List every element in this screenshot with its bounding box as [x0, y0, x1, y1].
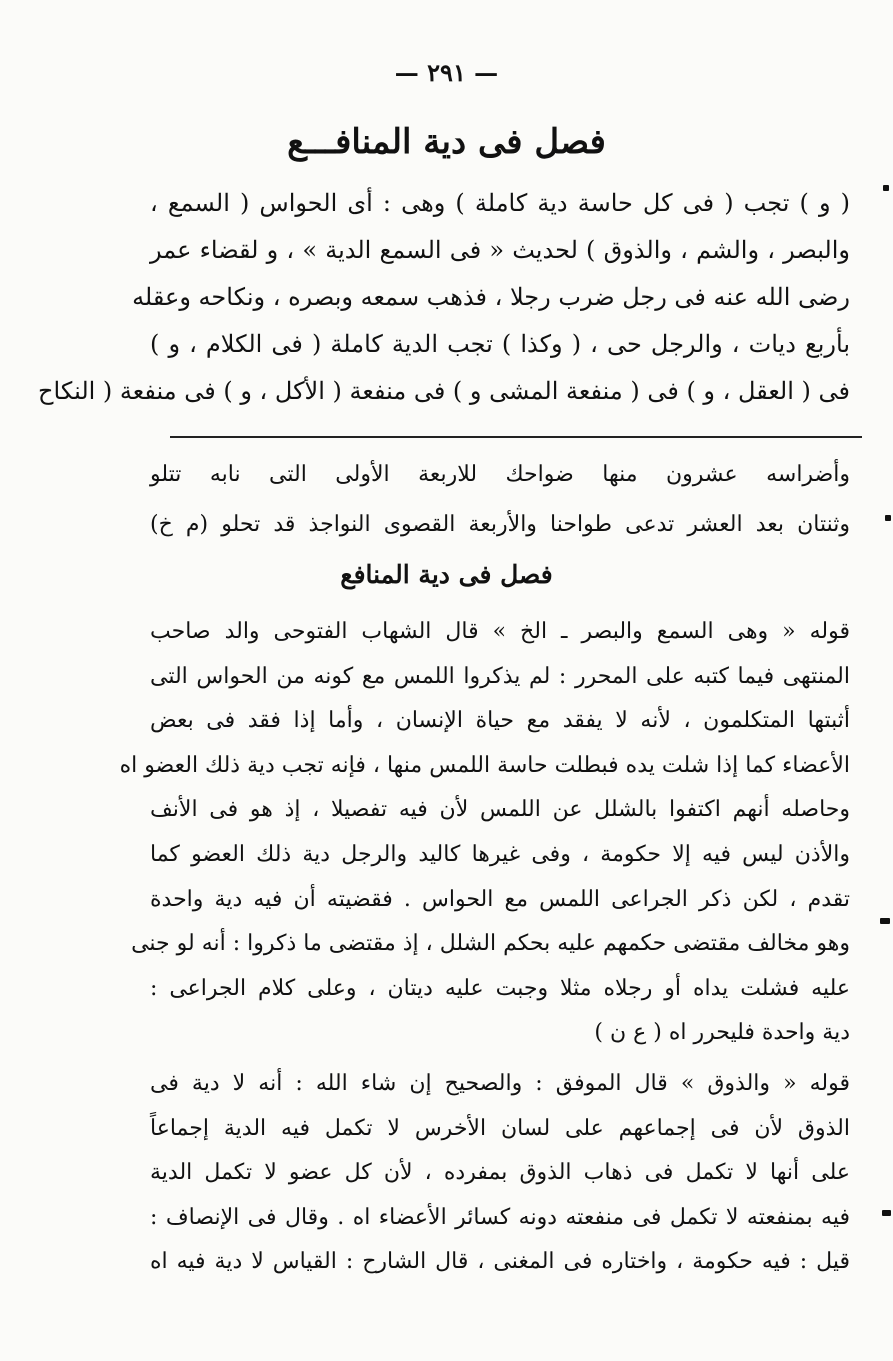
poem-line: وأضراسه عشرون منها ضواحك للاربعة الأولى التى نابه تتلو	[150, 462, 850, 487]
commentary-line: المنتهى فيما كتبه على المحرر : لم يذكروا اللمس مع كونه من الحواس التى	[150, 663, 850, 689]
commentary-line: عليه فشلت يداه أو رجلاه مثلا وجبت عليه ديتان ، وعلى كلام الجراعى :	[150, 975, 850, 1001]
margin-mark	[883, 185, 889, 191]
commentary-line: قوله « وهى السمع والبصر ـ الخ » قال الشهاب الفتوحى والد صاحب	[150, 619, 850, 644]
main-text-block	[38, 180, 850, 415]
poem-block	[150, 450, 850, 550]
commentary-line: قيل : فيه حكومة ، واختاره فى المغنى ، قال الشارح : القياس لا دية فيه اه	[150, 1249, 850, 1275]
main-text-line: ( و ) تجب ( فى كل حاسة دية كاملة ) وهى : أى الحواس ( السمع ،	[150, 189, 850, 217]
main-text-line: بأربع ديات ، والرجل حى ، ( وكذا ) تجب الدية كاملة ( فى الكلام ، و )	[150, 330, 850, 358]
commentary-block-1	[119, 610, 850, 1056]
main-text-line: فى ( العقل ، و ) فى ( منفعة المشى و ) فى منفعة ( الأكل ، و ) فى منفعة ( النكاح	[38, 377, 850, 405]
commentary-block-2	[150, 1062, 850, 1285]
commentary-line: وحاصله أنهم اكتفوا بالشلل عن اللمس لأن فيه تفصيلا ، إذ هو فى الأنف	[150, 797, 850, 823]
poem-line: وثنتان بعد العشر تدعى طواحنا والأربعة القصوى النواجذ قد تحلو (م خ)	[150, 512, 850, 537]
main-text-line: رضى الله عنه فى رجل ضرب رجلا ، فذهب سمعه وبصره ، ونكاحه وعقله	[132, 283, 850, 311]
commentary-line: أثبتها المتكلمون ، لأنه لا يفقد مع حياة الإنسان ، وأما إذا فقد فى بعض	[150, 708, 850, 734]
commentary-line: قوله « والذوق » قال الموفق : والصحيح إن شاء الله : أنه لا دية فى	[150, 1071, 850, 1096]
commentary-line: وهو مخالف مقتضى حكمهم عليه بحكم الشلل ، إذ مقتضى ما ذكروا : أنه لو جنى	[131, 931, 850, 957]
margin-mark	[885, 515, 891, 521]
commentary-line: على أنها لا تكمل فى ذهاب الذوق بمفرده ، لأن كل عضو لا تكمل الدية	[150, 1160, 850, 1186]
commentary-line: تقدم ، لكن ذكر الجراعى اللمس مع الحواس . فقضيته أن فيه دية واحدة	[150, 886, 850, 912]
commentary-line: الأعضاء كما إذا شلت يده فبطلت حاسة اللمس منها ، فإنه تجب دية ذلك العضو اه	[119, 752, 850, 778]
separator-rule	[170, 436, 862, 438]
commentary-line: والأذن ليس فيه إلا حكومة ، وفى غيرها كاليد والرجل دية ذلك العضو كما	[150, 841, 850, 867]
commentary-line: دية واحدة فليحرر اه ( ع ن )	[594, 1020, 850, 1046]
page-number: — ٢٩١ —	[394, 58, 499, 87]
commentary-line: فيه بمنفعته لا تكمل فى منفعته دونه كسائر الأعضاء اه . وقال فى الإنصاف :	[150, 1204, 850, 1230]
margin-mark	[882, 1210, 891, 1216]
main-text-line: والبصر ، والشم ، والذوق ) لحديث « فى السمع الدية » ، و لقضاء عمر	[150, 236, 850, 264]
section-title: فصل فى دية المنافـــع	[287, 122, 606, 162]
margin-mark	[880, 918, 890, 924]
commentary-section-title: فصل فى دية المنافع	[340, 560, 553, 589]
commentary-line: الذوق لأن فى إجماعهم على لسان الأخرس لا تكمل فيه الدية إجماعاً	[150, 1115, 850, 1141]
